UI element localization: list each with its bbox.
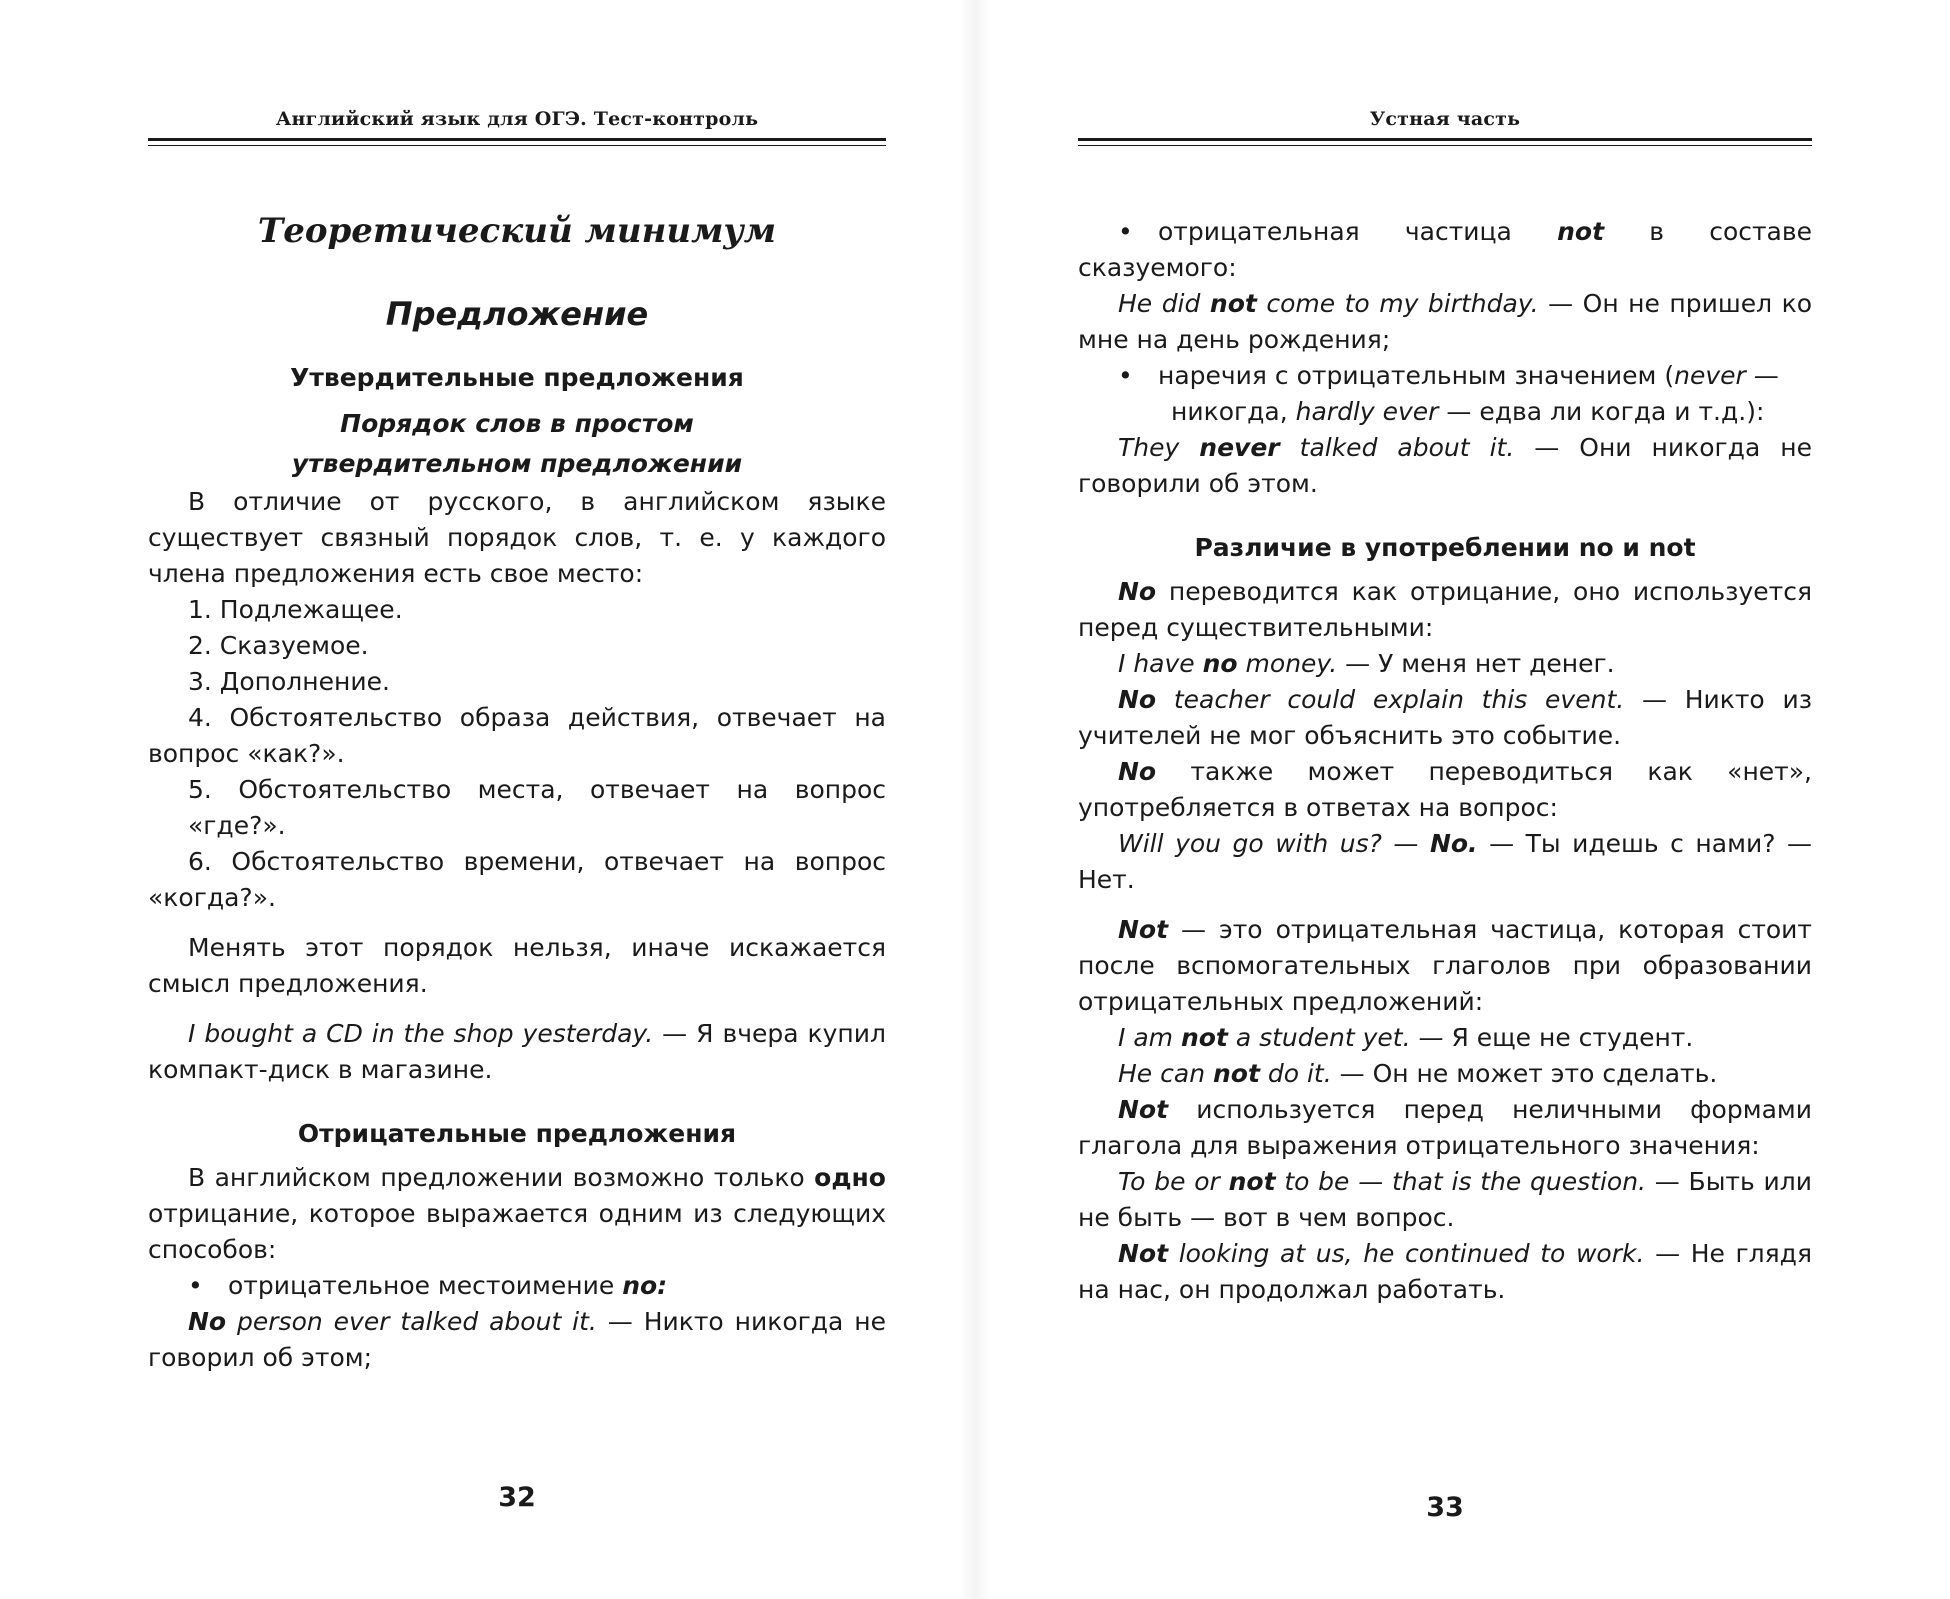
bullet-adverb <box>1078 358 1812 394</box>
chapter-subtitle: Предложение <box>385 295 649 333</box>
left-page <box>148 0 886 1599</box>
not-definition <box>1078 912 1812 1020</box>
bold-run: одно <box>814 1163 886 1192</box>
header-rule-thick <box>148 138 886 141</box>
text-run: — Быть или не быть — вот в чем вопрос. <box>1078 1167 1812 1232</box>
bold-run: No <box>1118 685 1157 714</box>
example-to-be <box>1078 1164 1812 1236</box>
right-page-content <box>1078 214 1812 1308</box>
italic-run: person ever talked about it. <box>226 1307 597 1336</box>
text-run: — <box>1745 361 1779 390</box>
list-item: 5. Обстоятельство места, отвечает на вопрос «где?». <box>188 775 886 840</box>
text-run: — Никто из учителей не мог объяснить это событие. <box>1078 685 1813 750</box>
bold-run: no: <box>622 1271 668 1300</box>
text-run: — Я еще не студент. <box>1410 1023 1694 1052</box>
intro-paragraph: В отличие от русского, в английском языке существует связный порядок слов, т. е. у каждого члена предложения есть свое место: <box>148 487 886 588</box>
text-run: — Никто никогда не говорил об этом; <box>148 1307 886 1372</box>
list-item: 2. Сказуемое. <box>188 631 369 660</box>
heading-word-order-line1: Порядок слов в простом <box>340 409 694 438</box>
text-run: никогда, <box>1171 397 1296 426</box>
bullet-adverb-continued <box>1078 394 1812 430</box>
italic-run: looking at us, he continued to work. <box>1168 1239 1645 1268</box>
bold-run: not <box>1180 1023 1228 1052</box>
list-item: 3. Дополнение. <box>188 667 390 696</box>
header-rule-thin <box>1078 145 1812 146</box>
example-did-not <box>1078 286 1812 358</box>
text-run: — Не глядя на нас, он продолжал работать. <box>1078 1239 1812 1304</box>
header-rule-thick <box>1078 138 1812 141</box>
negative-intro <box>148 1160 886 1268</box>
example-no-person <box>148 1304 886 1376</box>
text-run: отрицательная частица <box>1158 217 1558 246</box>
bullet-icon: • <box>188 1271 203 1300</box>
text-run: — Он не пришел ко мне на день рождения; <box>1078 289 1813 354</box>
bold-run: Not <box>1118 1239 1169 1268</box>
bullet-particle <box>1078 214 1812 286</box>
example-no-money <box>1078 646 1812 682</box>
bold-run: not <box>1228 1167 1276 1196</box>
example-never <box>1078 430 1812 502</box>
list-item: 1. Подлежащее. <box>188 595 403 624</box>
bullet-icon: • <box>1118 361 1133 390</box>
italic-run: teacher could explain this event. <box>1156 685 1625 714</box>
text-run: в составе сказуемого: <box>1078 217 1812 282</box>
bold-run: Not <box>1118 915 1169 944</box>
example-en: I bought a CD in the shop yesterday. <box>188 1019 654 1048</box>
section-title: Теоретический минимум <box>257 211 777 251</box>
left-page-content <box>148 208 886 1376</box>
not-infinitive-definition <box>1078 1092 1812 1164</box>
bold-run: never <box>1199 433 1280 462</box>
example-no-teacher <box>1078 682 1812 754</box>
bold-run: No <box>1118 757 1157 786</box>
italic-run: come to my birthday. <box>1256 289 1539 318</box>
italic-run: hardly ever <box>1295 397 1439 426</box>
italic-run: a student yet. <box>1227 1023 1411 1052</box>
bold-run: No <box>188 1307 227 1336</box>
italic-run: to be — that is the question. <box>1275 1167 1646 1196</box>
heading-no-vs-not: Различие в употреблении no и not <box>1194 533 1696 562</box>
book-spine <box>960 0 990 1599</box>
text-run: — Ты идешь с нами? — Нет. <box>1078 829 1812 894</box>
bold-run: No <box>1118 577 1157 606</box>
bold-run: not <box>1209 289 1257 318</box>
page-number: 33 <box>1426 1492 1464 1523</box>
text-run: — едва ли когда и т.д.): <box>1438 397 1765 426</box>
text-run: переводится как отрицание, оно используется перед существительными: <box>1078 577 1812 642</box>
text-run: — Он не может это сделать. <box>1331 1059 1718 1088</box>
warning-paragraph: Менять этот порядок нельзя, иначе искажается смысл предложения. <box>148 933 886 998</box>
bold-run: Not <box>1118 1095 1169 1124</box>
italic-run: To be or <box>1118 1167 1229 1196</box>
heading-affirmative: Утвердительные предложения <box>290 363 744 392</box>
list-item: 6. Обстоятельство времени, отвечает на вопрос «когда?». <box>148 847 886 912</box>
bold-run: No. <box>1429 829 1478 858</box>
right-page <box>1078 0 1812 1599</box>
italic-run: I am <box>1118 1023 1181 1052</box>
italic-run: He did <box>1118 289 1210 318</box>
text-run: — Они никогда не говорили об этом. <box>1078 433 1812 498</box>
italic-run: I have <box>1118 649 1203 678</box>
text-run: В английском предложении возможно только <box>188 1163 815 1192</box>
example-will-you-go <box>1078 826 1812 898</box>
list-item: 4. Обстоятельство образа действия, отвечает на вопрос «как?». <box>148 703 886 768</box>
example-ru: — Я вчера купил компакт-диск в магазине. <box>148 1019 887 1084</box>
heading-word-order-line2: утвердительном предложении <box>291 449 743 478</box>
text-run: отрицание, которое выражается одним из следующих способов: <box>148 1199 886 1264</box>
text-run: используется перед неличными формами глагола для выражения отрицательного значения: <box>1078 1095 1812 1160</box>
no-definition <box>1078 574 1812 646</box>
text-run: наречия с отрицательным значением ( <box>1158 361 1675 390</box>
bullet-icon: • <box>1118 217 1133 246</box>
header-rule-thin <box>148 145 886 146</box>
page-number: 32 <box>498 1482 536 1513</box>
italic-run: They <box>1118 433 1200 462</box>
example-student <box>1078 1020 1812 1056</box>
heading-negative: Отрицательные предложения <box>297 1119 737 1148</box>
italic-run: money. <box>1237 649 1338 678</box>
italic-run: He can <box>1118 1059 1213 1088</box>
running-head: Английский язык для ОГЭ. Тест-контроль <box>275 108 759 130</box>
text-run: отрицательное местоимение <box>228 1271 623 1300</box>
bold-run: no <box>1202 649 1238 678</box>
bold-run: not <box>1557 217 1605 246</box>
no-also-definition <box>1078 754 1812 826</box>
example-paragraph <box>148 1016 886 1088</box>
bold-run: not <box>1212 1059 1260 1088</box>
running-head: Устная часть <box>1369 108 1521 130</box>
bullet-pronoun <box>148 1268 886 1304</box>
italic-run: do it. <box>1259 1059 1332 1088</box>
text-run: также может переводиться как «нет», употребляется в ответах на вопрос: <box>1078 757 1812 822</box>
italic-run: never <box>1674 361 1746 390</box>
text-run: — это отрицательная частица, которая стоит после вспомогательных глаголов при образовании отрицательных предложений: <box>1078 915 1812 1016</box>
text-run: — У меня нет денег. <box>1337 649 1615 678</box>
example-not-looking <box>1078 1236 1812 1308</box>
italic-run: talked about it. <box>1279 433 1515 462</box>
example-can-not <box>1078 1056 1812 1092</box>
italic-run: Will you go with us? — <box>1118 829 1430 858</box>
